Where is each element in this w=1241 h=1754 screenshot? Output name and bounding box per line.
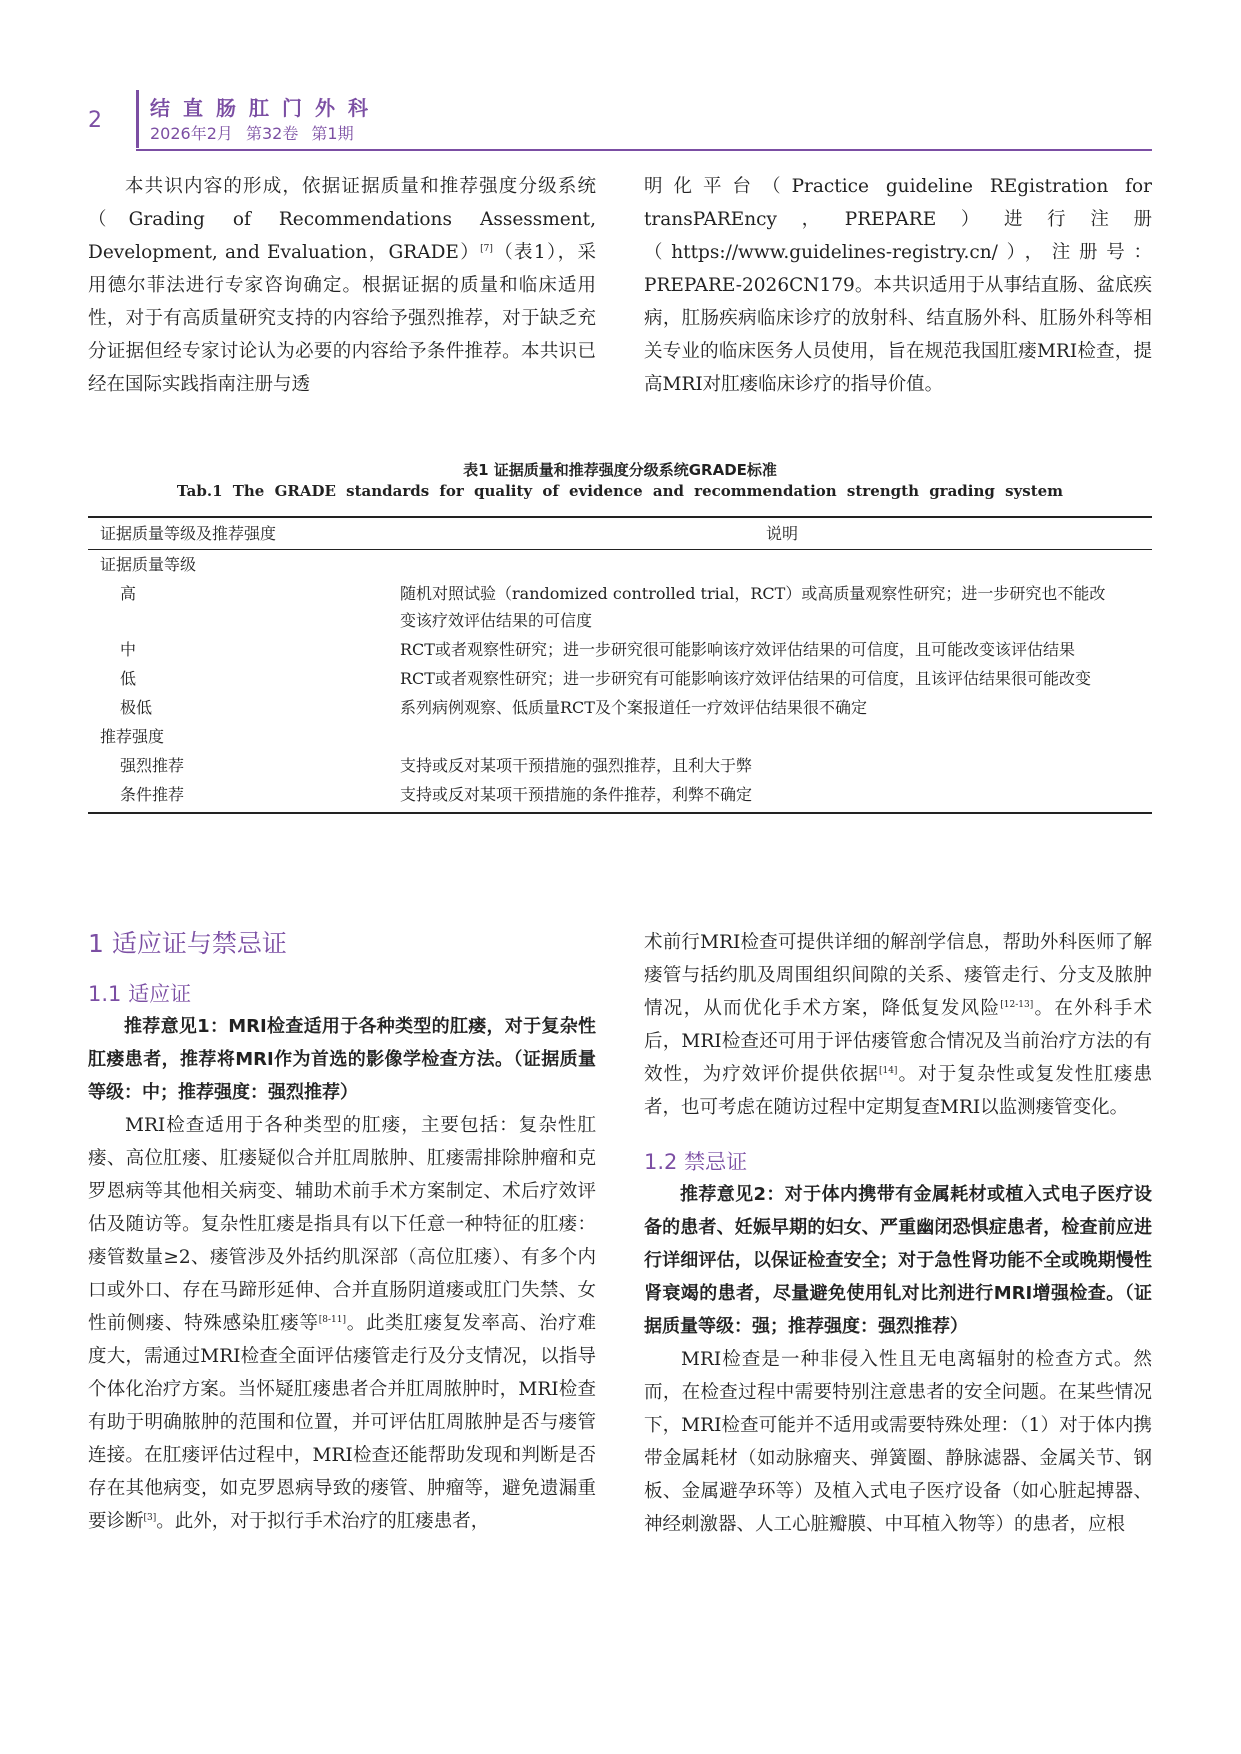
table-row xyxy=(88,579,1152,635)
body-text: 。此类肛瘘复发率高、治疗难度大，需通过MRI检查全面评估瘘管走行及分支情况，以指导个体化治疗方案。当怀疑肛瘘患者合并肛周脓肿时，MRI检查有助于明确脓肿的范围和位置，并可评估肛周脓肿是否与瘘管连接。在肛瘘评估过程中，MRI检查还能帮助发现和判断是否存在其他病变，如克罗恩病导致的瘘管、肿瘤等，避免遗漏重要诊断 xyxy=(88,1313,596,1532)
table-cell: 强烈推荐 xyxy=(120,756,185,775)
section1-right-column xyxy=(644,926,1152,1541)
body-paragraph: MRI检查是一种非侵入性且无电离辐射的检查方式。然而，在检查过程中需要特别注意患者的安全问题。在某些情况下，MRI检查可能并不适用或需要特殊处理：（1）对于体内携带金属耗材（如动脉瘤夹、弹簧圈、静脉滤器、金属关节、钢板、金属避孕环等）及植入式电子医疗设备（如心脏起搏器、神经刺激器、人工心脏瓣膜、中耳植入物等）的患者，应根 xyxy=(644,1349,1152,1535)
table-cell: 支持或反对某项干预措施的条件推荐，利弊不确定 xyxy=(400,780,1152,813)
intro-text: 本共识内容的形成，依据证据质量和推荐强度分级系统（Grading of Recommendations Assessment, Development, and Evaluation，GRADE） xyxy=(88,176,596,263)
recommendation-2: 推荐意见2：对于体内携带有金属耗材或植入式电子医疗设备的患者、妊娠早期的妇女、严重幽闭恐惧症患者，检查前应进行详细评估，以保证检查安全；对于急性肾功能不全或晚期慢性肾衰竭的患者，尽量避免使用钆对比剂进行MRI增强检查。（证据质量等级：强；推荐强度：强烈推荐） xyxy=(644,1184,1152,1337)
table-row xyxy=(88,550,1152,580)
body-paragraph-cont xyxy=(644,926,1152,1124)
table-row xyxy=(88,751,1152,780)
table-cell xyxy=(400,722,1152,751)
citation: [14] xyxy=(878,1065,898,1076)
grade-table xyxy=(88,516,1152,814)
citation: [12-13] xyxy=(1000,999,1034,1010)
subsection-heading: 1.1 适应证 xyxy=(88,982,192,1006)
table-row xyxy=(88,664,1152,693)
intro-paragraph xyxy=(88,170,596,401)
table-row xyxy=(88,635,1152,664)
section-heading: 1 适应证与禁忌证 xyxy=(88,929,287,958)
table-cell: 高 xyxy=(120,584,137,603)
table-cell: 支持或反对某项干预措施的强烈推荐，且利大于弊 xyxy=(400,756,753,775)
table-row xyxy=(88,722,1152,751)
citation: [7] xyxy=(480,243,493,254)
table-caption-cn: 表1 证据质量和推荐强度分级系统GRADE标准 xyxy=(463,461,777,479)
intro-paragraph-cont: 明化平台（Practice guideline REgistration for transPAREncy，PREPARE）进行注册（https://www.guidelines-registry.cn/），注册号：PREPARE-2026CN179。本共识适用于从事结直肠、盆底疾病，肛肠疾病临床诊疗的放射科、结直肠外科、肛肠外科等相关专业的临床医务人员使用，旨在规范我国肛瘘MRI检查，提高MRI对肛瘘临床诊疗的指导价值。 xyxy=(644,176,1152,395)
journal-title: 结直肠肛门外科 xyxy=(150,96,381,120)
body-text: 。对于复杂性或复发性肛瘘患者，也可考虑在随访过程中定期复查MRI以监测瘘管变化。 xyxy=(644,1064,1152,1118)
issue-info: 2026年2月 第32卷 第1期 xyxy=(150,124,354,143)
table-cell: 证据质量等级 xyxy=(100,555,197,574)
table-header-cell: 证据质量等级及推荐强度 xyxy=(88,517,400,550)
body-paragraph xyxy=(88,1109,596,1538)
citation: [8-11] xyxy=(318,1314,346,1325)
table-cell: 系列病例观察、低质量RCT及个案报道任一疗效评估结果很不确定 xyxy=(400,698,867,717)
table-cell xyxy=(400,550,1152,580)
table-cell: 条件推荐 xyxy=(88,780,400,813)
header-divider xyxy=(136,90,139,148)
citation: [3] xyxy=(143,1512,157,1523)
page-number: 2 xyxy=(88,108,102,133)
section1-left-column xyxy=(88,926,596,1538)
table-cell: RCT或者观察性研究；进一步研究有可能影响该疗效评估结果的可信度，且该评估结果很可能改变 xyxy=(400,669,1091,688)
table-cell: 低 xyxy=(120,669,137,688)
table-row xyxy=(88,780,1152,813)
intro-right-column xyxy=(644,170,1152,401)
table-row xyxy=(88,693,1152,722)
subsection-heading: 1.2 禁忌证 xyxy=(644,1150,748,1174)
table-cell: 极低 xyxy=(120,698,153,717)
table-caption-en: Tab.1 The GRADE standards for quality of evidence and recommendation strength grading system xyxy=(176,482,1064,500)
recommendation-1: 推荐意见1：MRI检查适用于各种类型的肛瘘，对于复杂性肛瘘患者，推荐将MRI作为首选的影像学检查方法。（证据质量等级：中；推荐强度：强烈推荐） xyxy=(88,1016,596,1103)
table-cell: 中 xyxy=(120,640,137,659)
table-cell: 推荐强度 xyxy=(100,727,165,746)
body-text: 。在外科手术后，MRI检查还可用于评估瘘管愈合情况及当前治疗方法的有效性，为疗效评价提供依据 xyxy=(644,998,1152,1085)
table-cell: 随机对照试验（randomized controlled trial，RCT）或高质量观察性研究；进一步研究也不能改变该疗效评估结果的可信度 xyxy=(400,584,1106,630)
table-header-cell: 说明 xyxy=(400,517,1152,550)
header-rule xyxy=(136,149,1152,151)
table-cell: RCT或者观察性研究；进一步研究很可能影响该疗效评估结果的可信度，且可能改变该评估结果 xyxy=(400,640,1075,659)
intro-text-cont: （表1），采用德尔菲法进行专家咨询确定。根据证据的质量和临床适用性，对于有高质量研究支持的内容给予强烈推荐，对于缺乏充分证据但经专家讨论认为必要的内容给予条件推荐。本共识已经在国际实践指南注册与透 xyxy=(88,242,596,395)
body-text: 。此外，对于拟行手术治疗的肛瘘患者， xyxy=(156,1511,490,1532)
intro-left-column xyxy=(88,170,596,401)
body-text: MRI检查适用于各种类型的肛瘘，主要包括：复杂性肛瘘、高位肛瘘、肛瘘疑似合并肛周脓肿、肛瘘需排除肿瘤和克罗恩病等其他相关病变、辅助术前手术方案制定、术后疗效评估及随访等。复杂性肛瘘是指具有以下任意一种特征的肛瘘：瘘管数量≥2、瘘管涉及外括约肌深部（高位肛瘘）、有多个内口或外口、存在马蹄形延伸、合并直肠阴道瘘或肛门失禁、女性前侧瘘、特殊感染肛瘘等 xyxy=(88,1115,596,1334)
table-header-row xyxy=(88,517,1152,550)
body-text: 术前行MRI检查可提供详细的解剖学信息，帮助外科医师了解瘘管与括约肌及周围组织间隙的关系、瘘管走行、分支及脓肿情况，从而优化手术方案，降低复发风险 xyxy=(644,932,1152,1019)
